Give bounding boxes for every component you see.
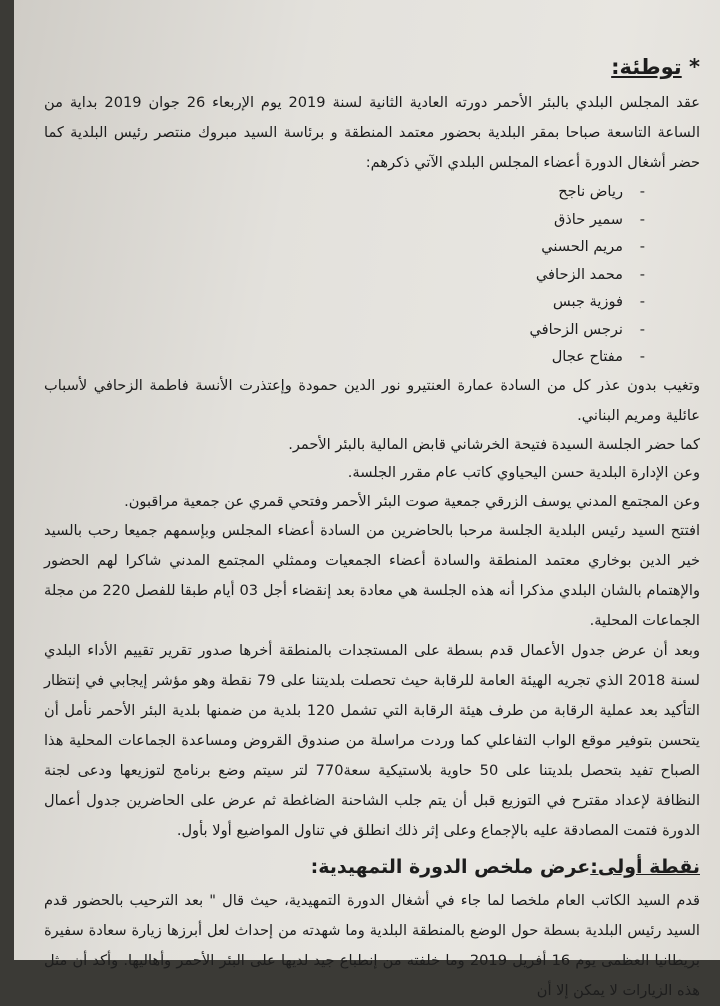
document-page <box>14 0 720 999</box>
heading-title: توطئة: <box>611 55 682 79</box>
list-item: -فوزية جبس <box>552 293 645 310</box>
list-item: -مفتاح عجال <box>551 348 645 365</box>
section-label: نقطة أولى: <box>590 856 700 878</box>
opening-paragraph: افتتح السيد رئيس البلدية الجلسة مرحبا بالحاضرين من السادة أعضاء المجلس وبإسمهم جميعا رحب بالسيد خير الدين بوخاري معتمد المنطقة والسادة أعضاء الجمعيات وممثلي المجتمع المدني شاكرا لهم الحضور والإهتمام بالشان البلدي مذكرا أنه هذه الجلسة هي معادة بعد إنقضاء أجل 03 أيام طبقا للفصل 220 من مجلة الجماعات المحلية. <box>44 522 700 629</box>
list-item: -مريم الحسني <box>541 238 645 255</box>
attendance-line: وعن المجتمع المدني يوسف الزرقي جمعية صوت البئر الأحمر وفتحي قمري عن جمعية مراقبون. <box>124 492 700 510</box>
summary-paragraph: قدم السيد الكاتب العام ملخصا لما جاء في أشغال الدورة التمهيدية، حيث قال " بعد الترحيب بالحضور قدم السيد رئيس البلدية بسطة حول الوضع بالمنطقة البلدية وما شهدته من إحداث لعل أبرزها زيارة سعادة سفيرة بريطانيا العظمى يوم 16 أفريل 2019 وما خلفته من إنطباع جيد لديها على البئر الأحمر وأهاليها. وأكد أن مثل هذه الزيارات لا يمكن إلا أن <box>44 892 700 999</box>
list-item: -سمير حاذق <box>553 210 645 228</box>
list-item: -نرجس الزحافي <box>529 320 645 338</box>
absence-paragraph: وتغيب بدون عذر كل من السادة عمارة العنتيرو نور الدين حمودة وإعتذرت الأنسة فاطمة الزحافي لأسباب عائلية ومريم البناني. <box>44 376 700 424</box>
section-heading: عرض ملخص الدورة التمهيدية: <box>310 856 591 878</box>
attendance-line: كما حضر الجلسة السيدة فتيحة الخرشاني قابض المالية بالبئر الأحمر. <box>288 435 700 453</box>
preamble-heading <box>44 52 700 82</box>
list-item: -رياض ناجح <box>558 183 645 200</box>
section-title-point-one <box>44 848 700 886</box>
members-list <box>44 178 700 371</box>
document-body <box>44 52 700 1006</box>
agenda-paragraph: وبعد أن عرض جدول الأعمال قدم بسطة على المستجدات بالمنطقة أخرها صدور تقرير تقييم الأداء البلدي لسنة 2018 الذي تجريه الهيئة العامة للرقابة حيث تحصلت بلديتنا على 79 نقطة وهو مؤشر إيجابي في إنتظار التأكيد بعد عملية الرقابة من طرف هيئة الرقابة التي تشمل 120 بلدية من ضمنها بلدية البئر الأحمر نأمل أن يتحسن بتوفير موقع الواب التفاعلي كما وردت مراسلة من صندوق القروض ومساعدة الجماعات المحلية هذا الصباح تفيد بتحصل بلديتنا على 50 حاوية بلاستيكية سعة770 لتر سيتم وضع برنامج لتوزيعها ودعى لجنة النظافة لإعداد مقترح في التوزيع قبل أن يتم جلب الشاحنة الضاغطة ثم عرض على الحاضرين جدول أعمال الدورة فتمت المصادقة عليه بالإجماع وعلى إثر ذلك انطلق في تناول المواضيع أولا بأول. <box>44 642 701 839</box>
intro-paragraph: عقد المجلس البلدي بالبئر الأحمر دورته العادية الثانية لسنة 2019 يوم الإربعاء 26 جوان 2019 بداية من الساعة التاسعة صباحا بمقر البلدية بحضور معتمد المنطقة و برئاسة السيد مبروك منتصر رئيس البلدية كما حضر أشغال الدورة أعضاء المجلس البلدي الآتي ذكرهم: <box>44 94 700 171</box>
attendance-line: وعن الإدارة البلدية حسن اليحياوي كاتب عام مقرر الجلسة. <box>347 464 700 481</box>
list-item: -محمد الزحافي <box>535 265 645 283</box>
heading-star: * <box>681 55 700 79</box>
